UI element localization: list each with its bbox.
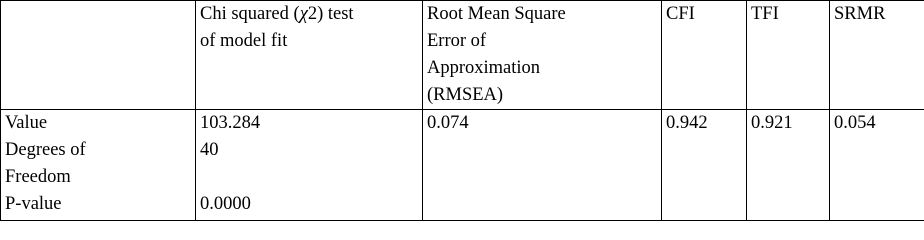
rmsea-heading-line-4: (RMSEA) bbox=[427, 85, 504, 105]
tfi-value-cell: 0.921 bbox=[747, 110, 830, 221]
table-header-row bbox=[1, 1, 924, 110]
blank-line bbox=[200, 164, 418, 191]
row-labels-cell bbox=[1, 110, 196, 221]
label-p-value: P-value bbox=[5, 194, 62, 214]
label-freedom: Freedom bbox=[5, 167, 71, 187]
rmsea-value-cell: 0.074 bbox=[423, 110, 662, 221]
table-row bbox=[1, 110, 924, 221]
p-value-value: 0.0000 bbox=[200, 194, 251, 214]
header-cell-empty bbox=[1, 1, 196, 110]
chi-squared-values-cell bbox=[196, 110, 423, 221]
header-cell-tfi: TFI bbox=[747, 1, 830, 110]
header-cell-chi-squared bbox=[196, 1, 423, 110]
rmsea-heading-line-2: Error of bbox=[427, 31, 487, 51]
header-cell-srmr: SRMR bbox=[830, 1, 924, 110]
chi-squared-heading-line-2: of model fit bbox=[200, 31, 288, 51]
label-value: Value bbox=[5, 113, 48, 133]
rmsea-heading-line-3: Approximation bbox=[427, 58, 541, 78]
label-degrees-of: Degrees of bbox=[5, 140, 86, 160]
header-cell-rmsea bbox=[423, 1, 662, 110]
chi-symbol: χ bbox=[299, 4, 308, 24]
cfi-value-cell: 0.942 bbox=[662, 110, 747, 221]
chi-squared-value: 103.284 bbox=[200, 113, 261, 133]
rmsea-heading-line-1: Root Mean Square bbox=[427, 4, 566, 24]
chi-squared-heading-line-1: Chi squared (χ2) test bbox=[200, 4, 354, 24]
srmr-value-cell: 0.054 bbox=[830, 110, 924, 221]
degrees-of-freedom-value: 40 bbox=[200, 140, 219, 160]
header-cell-cfi: CFI bbox=[662, 1, 747, 110]
